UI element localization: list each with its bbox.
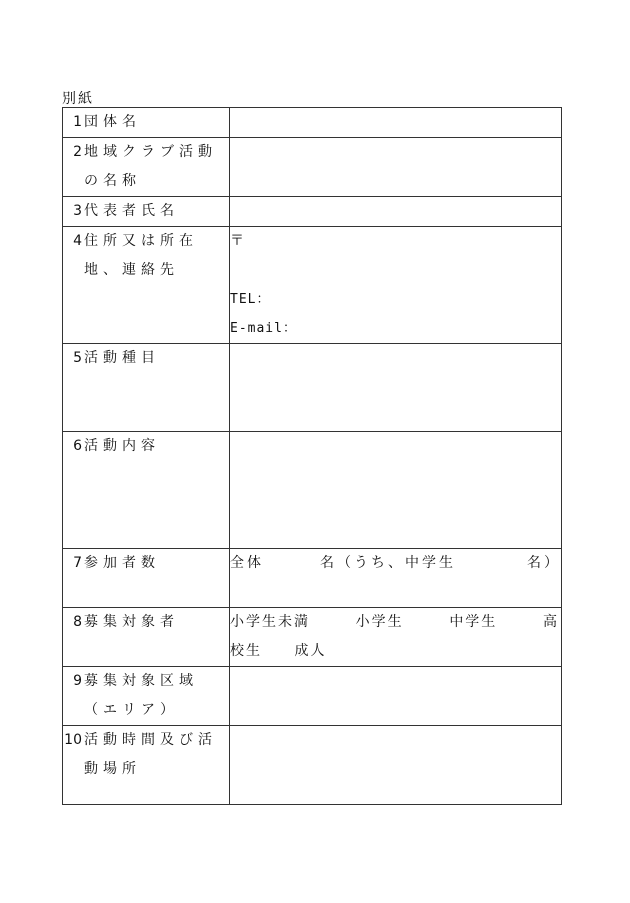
row-label: 住所又は所在地、連絡先 [83,227,230,344]
postal-mark: 〒 [230,233,244,249]
representative-name-field[interactable] [230,197,562,227]
row-number: 10 [63,726,84,805]
activity-time-place-field[interactable] [230,726,562,805]
row-number: 2 [63,138,84,197]
row-label: 代表者氏名 [83,197,230,227]
participant-count-field[interactable] [230,549,562,608]
option-label: 高 [542,614,559,630]
activity-content-field[interactable] [230,432,562,549]
row-label: 募集対象者 [83,608,230,667]
option-label: 小学生未満 [230,614,310,630]
row-number: 8 [63,608,84,667]
total-label: 全体 [230,555,264,571]
address-contact-field[interactable] [230,227,562,344]
unit-label-1: 名（うち、中学生 [320,555,456,571]
row-label: 参加者数 [83,549,230,608]
audience-options-line-1 [230,608,561,637]
option-label: 中学生 [449,614,498,630]
unit-label-2: 名） [527,555,561,571]
tel-label: TEL： [230,292,271,307]
table-row [63,138,562,197]
row-number: 3 [63,197,84,227]
document-heading: 別紙 [62,91,94,107]
target-area-field[interactable] [230,667,562,726]
table-row [63,667,562,726]
row-label: 団体名 [83,108,230,138]
row-number: 7 [63,549,84,608]
organization-name-field[interactable] [230,108,562,138]
row-number: 6 [63,432,84,549]
row-label: 活動内容 [83,432,230,549]
club-name-field[interactable] [230,138,562,197]
option-label: 小学生 [355,614,404,630]
table-row [63,227,562,344]
row-label: 地域クラブ活動の名称 [83,138,230,197]
activity-type-field[interactable] [230,344,562,432]
table-row [63,549,562,608]
row-number: 9 [63,667,84,726]
table-row [63,726,562,805]
target-audience-field[interactable] [230,608,562,667]
table-row [63,608,562,667]
table-row [63,197,562,227]
option-label: 成人 [294,643,327,659]
table-row [63,344,562,432]
application-form-table [62,107,562,805]
audience-options-line-2 [230,637,561,666]
table-row [63,432,562,549]
option-label: 校生 [230,643,262,659]
row-number: 5 [63,344,84,432]
row-number: 1 [63,108,84,138]
row-number: 4 [63,227,84,344]
table-row [63,108,562,138]
row-label: 募集対象区域（エリア） [83,667,230,726]
row-label: 活動時間及び活動場所 [83,726,230,805]
row-label: 活動種目 [83,344,230,432]
email-label: E-mail： [230,321,297,336]
